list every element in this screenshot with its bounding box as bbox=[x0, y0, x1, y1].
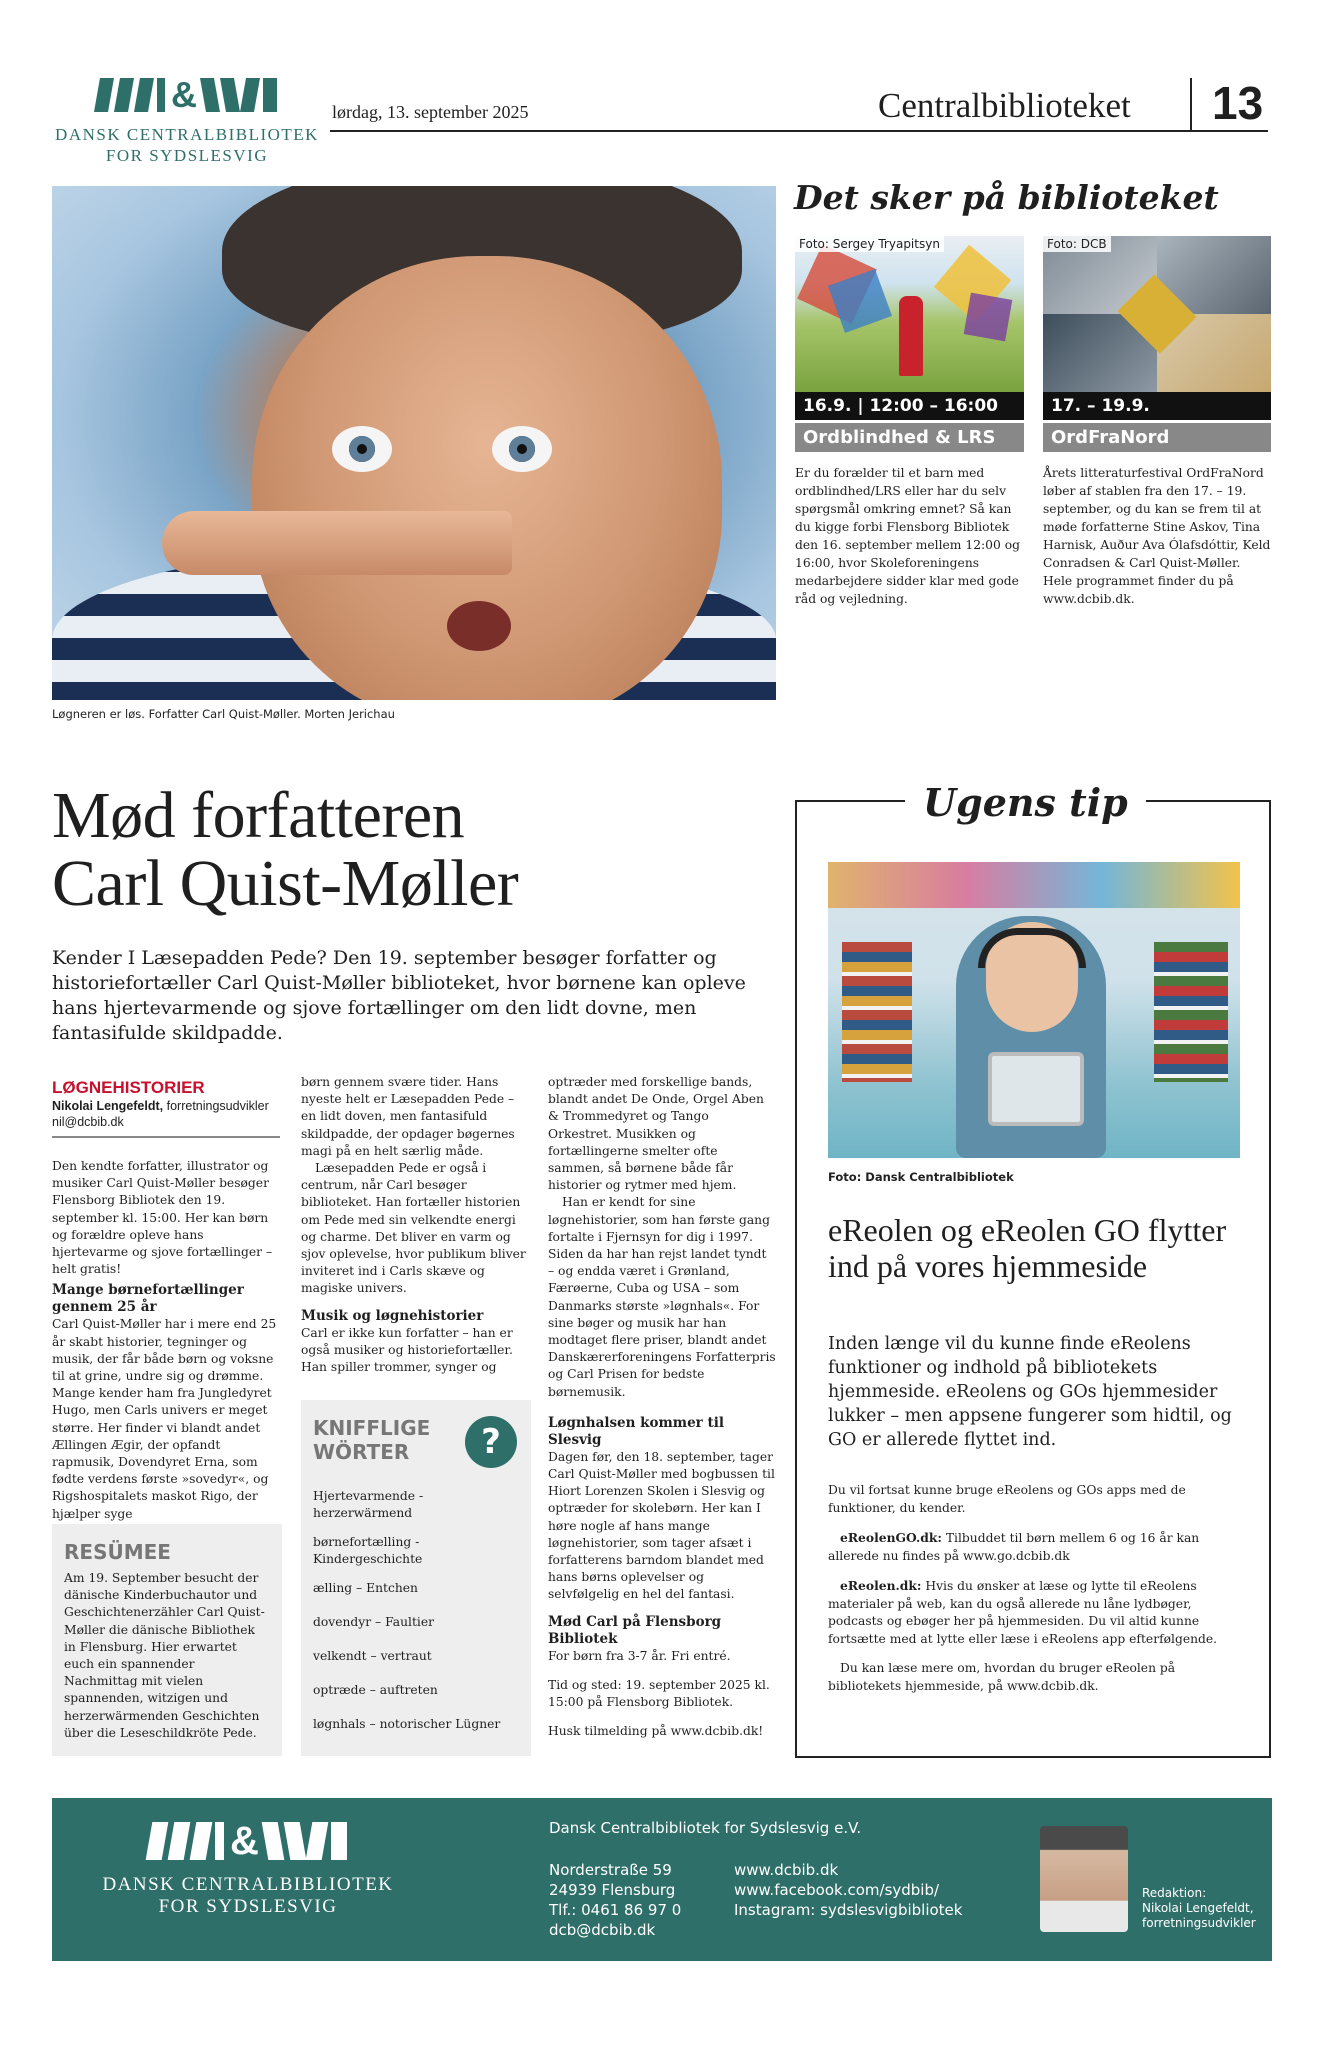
email-link[interactable]: dcb@dcbib.dk bbox=[549, 1921, 656, 1939]
knifflige-heading bbox=[313, 1416, 430, 1464]
paragraph-text: Tilbuddet til børn mellem 6 og 16 år kan allerede nu findes på www.go.dcbib.dk bbox=[828, 1531, 1200, 1563]
masthead-logo[interactable] bbox=[52, 74, 322, 166]
word-item: Hjertevarmende - herzerwärmend bbox=[313, 1489, 424, 1520]
footer-logo[interactable] bbox=[98, 1819, 398, 1918]
photo-caption: Løgneren er løs. Forfatter Carl Quist-Møller. Morten Jerichau bbox=[52, 707, 395, 721]
event-card[interactable] bbox=[1043, 236, 1271, 452]
paragraph: Tid og sted: 19. september 2025 kl. 15:00 på Flensborg Bibliotek. bbox=[548, 1677, 770, 1710]
event-image bbox=[795, 236, 1024, 392]
header-rule bbox=[330, 130, 1268, 132]
tip-photo-credit: Foto: Dansk Centralbibliotek bbox=[828, 1170, 1014, 1184]
word-item: velkendt – vertraut bbox=[313, 1649, 432, 1663]
instagram-link[interactable]: Instagram: sydslesvigbibliotek bbox=[734, 1901, 963, 1919]
tip-photo bbox=[828, 862, 1240, 1158]
address-line: Norderstraße 59 bbox=[549, 1861, 672, 1879]
subheading: Løgnhalsen kommer til Slesvig bbox=[548, 1414, 724, 1448]
event-photo-credit: Foto: Sergey Tryapitsyn bbox=[795, 236, 944, 252]
article-column-3 bbox=[548, 1074, 776, 1741]
paragraph: børn gennem svære tider. Hans nyeste helt er Læsepadden Pede – en lidt doven, men fantasifuld skildpadde, der opdager bøgernes magi på en helt særlig måde. bbox=[301, 1075, 515, 1158]
article-column-2 bbox=[301, 1074, 529, 1376]
redaktion-block bbox=[1142, 1886, 1256, 1931]
ereolen-label[interactable]: eReolen.dk: bbox=[840, 1578, 922, 1593]
word-item: ælling – Entchen bbox=[313, 1581, 418, 1595]
article-kicker: LØGNEHISTORIER bbox=[52, 1078, 205, 1097]
footer-links bbox=[734, 1860, 962, 1920]
subheading: Mange børnefortællinger gennem 25 år bbox=[52, 1282, 244, 1316]
byline-block bbox=[52, 1078, 280, 1138]
paragraph: Husk tilmelding på www.dcbib.dk! bbox=[548, 1724, 764, 1739]
facebook-link[interactable]: www.facebook.com/sydbib/ bbox=[734, 1881, 940, 1899]
event-text: Er du forælder til et barn med ordblindhed/LRS eller har du selv spørgsmål omkring emnet? Så kan du kigge forbi Flensborg Bibliotek den 16. september mellem 12:00 og 16:00, hvor Skoleforeningens medarbejdere sidder klar med gode råd og vejledning. bbox=[795, 466, 1020, 606]
paragraph bbox=[828, 1529, 1240, 1565]
logo-line1: DANSK CENTRALBIBLIOTEK bbox=[55, 125, 319, 144]
resumee-heading: RESÜMEE bbox=[64, 1540, 171, 1564]
tip-lead: Inden længe vil du kunne finde eReolens funktioner og indhold på bibliotekets hjemmeside. eReolens og GOs hjemmesider lukker – men appsene fungerer som hidtil, og GO er allerede flyttet ind. bbox=[828, 1334, 1232, 1450]
word-item: børnefortælling - Kindergeschichte bbox=[313, 1535, 423, 1566]
logo-line2: FOR SYDSLESVIG bbox=[105, 146, 269, 165]
paragraph bbox=[828, 1577, 1240, 1648]
redaktion-name: Nikolai Lengefeldt, bbox=[1142, 1901, 1254, 1915]
tip-box bbox=[795, 780, 1271, 1758]
article-column-1 bbox=[52, 1158, 280, 1523]
paragraph: Du vil fortsat kunne bruge eReolens og GOs apps med de funktioner, du kender. bbox=[828, 1483, 1186, 1515]
redaktion-label: Redaktion: bbox=[1142, 1886, 1207, 1900]
article-lead: Kender I Læsepadden Pede? Den 19. september besøger forfatter og historiefortæller Carl Quist-Møller biblioteket, hvor børnene kan opleve hans hjertevarmende og sjove fortællinger om den lidt dovne, men fantasifulde skildpadde. bbox=[52, 947, 746, 1044]
ereolengo-label[interactable]: eReolenGO.dk: bbox=[840, 1530, 942, 1545]
paragraph: Han er kendt for sine løgnehistorier, som han første gang fortalte i Fjernsyn for dig i 1997. Siden da har han rejst landet tyndt – og endda været i Grønland, Færøerne, Cuba og USA – som Danmarks største »løgnhals«. For sine bøger og musik har han modtaget flere priser, blandt andet Danskærerforeningens Forfatterpris og Carl Prisen for bedste børnemusik. bbox=[548, 1195, 776, 1399]
subheading: Mød Carl på Flensborg Bibliotek bbox=[548, 1613, 722, 1647]
paragraph: Dagen før, den 18. september, tager Carl Quist-Møller med bogbussen til Hiort Lorenzen Skolen i Slesvig og optræder for skolebørn. Her kan I høre nogle af hans mange løgnehistorier, som tager afsæt i forfatterens barndom blandet med hans børns oplevelser og selvfølgelig en hel del fantasi. bbox=[548, 1449, 775, 1602]
byline-role: forretningsudvikler bbox=[166, 1099, 269, 1113]
phone-number[interactable]: Tlf.: 0461 86 97 0 bbox=[549, 1901, 682, 1919]
page-number: 13 bbox=[1212, 77, 1264, 129]
headline-line1: Mød forfatteren bbox=[52, 779, 465, 852]
article-headline bbox=[52, 779, 792, 920]
website-link[interactable]: www.dcbib.dk bbox=[734, 1861, 839, 1879]
event-date: 16.9. | 12:00 – 16:00 bbox=[795, 392, 1024, 420]
event-date: 17. – 19.9. bbox=[1043, 392, 1271, 420]
event-label: OrdFraNord bbox=[1043, 423, 1271, 452]
word-item: dovendyr – Faultier bbox=[313, 1615, 434, 1629]
paragraph: optræder med forskellige bands, blandt andet De Onde, Orgel Aben & Trommedyret og Tango Orkestret. Musikken og fortællingerne smelter ofte sammen, så børnene både får historier og rytmer med hjem. bbox=[548, 1075, 764, 1193]
paragraph-text: Hvis du ønsker at læse og lytte til eReolens materialer på web, kan du også allerede nu låne lydbøger, podcasts og ebøger her på hjemmesiden. Du vil altid kunne fortsætte med at lytte eller læse i eReolens app efterfølgende. bbox=[828, 1579, 1218, 1646]
footer-org-name: Dansk Centralbibliotek for Sydslesvig e.V. bbox=[549, 1819, 862, 1837]
footer bbox=[52, 1798, 1272, 1961]
issue-date: lørdag, 13. september 2025 bbox=[332, 102, 529, 122]
knifflige-heading-line2: WÖRTER bbox=[313, 1440, 410, 1464]
editor-avatar bbox=[1040, 1826, 1128, 1932]
footer-address bbox=[549, 1860, 681, 1940]
author-photo bbox=[52, 186, 776, 700]
address-line: 24939 Flensburg bbox=[549, 1881, 676, 1899]
logo-mark-icon: & bbox=[52, 78, 322, 112]
resumee-box bbox=[52, 1524, 282, 1756]
paragraph: Du kan læse mere om, hvordan du bruger eReolen på bibliotekets hjemmeside, på www.dcbib.dk. bbox=[828, 1661, 1176, 1693]
event-photo-credit: Foto: DCB bbox=[1043, 236, 1111, 252]
paragraph: Carl Quist-Møller har i mere end 25 år skabt historier, tegninger og musik, der får både børn og voksne til at grine, undre sig og drømme. Mange kender ham fra Jungledyret Hugo, men Carls univers er meget større. Her finder vi blandt andet Ællingen Ægir, der opfandt rapmusik, Dovendyret Erna, som fødte verdens første »sovedyr«, og Rigshospitalets maskot Rigo, der hjælper syge bbox=[52, 1317, 277, 1521]
question-mark-icon: ? bbox=[465, 1416, 517, 1468]
paragraph: For børn fra 3-7 år. Fri entré. bbox=[548, 1648, 731, 1663]
resumee-text: Am 19. September besucht der dänische Kinderbuchautor und Geschichtenerzähler Carl Quist-Møller die dänische Bibliothek in Flensburg. Hier erwartet euch ein spannender Nachmittag mit vielen spannenden, witzigen und herzerwärmenden Geschichten über die Leseschildkröte Pede. bbox=[64, 1571, 265, 1740]
event-card[interactable] bbox=[795, 236, 1024, 452]
footer-logo-line1: DANSK CENTRALBIBLIOTEK bbox=[102, 1874, 394, 1895]
paragraph: Den kendte forfatter, illustrator og musiker Carl Quist-Møller besøger Flensborg Bibliotek den 19. september kl. 15:00. Her kan børn og forældre opleve hans hjertevarme og sjove fortællinger – helt gratis! bbox=[52, 1159, 273, 1277]
event-image bbox=[1043, 236, 1271, 392]
word-item: løgnhals – notorischer Lügner bbox=[313, 1717, 501, 1731]
knifflige-heading-line1: KNIFFLIGE bbox=[313, 1416, 431, 1440]
tip-title: Ugens tip bbox=[905, 780, 1146, 825]
event-text: Årets litteraturfestival OrdFraNord løber af stablen fra den 17. – 19. september, og du kan se frem til at møde forfatterne Stine Askov, Tina Harnisk, Auður Ava Ólafsdóttir, Keld Conradsen & Carl Quist-Møller. Hele programmet finder du på www.dcbib.dk. bbox=[1043, 466, 1271, 606]
header-divider bbox=[1190, 78, 1192, 130]
subheading: Musik og løgnehistorier bbox=[301, 1307, 484, 1324]
event-label: Ordblindhed & LRS bbox=[795, 423, 1024, 452]
byline-name: Nikolai Lengefeldt, bbox=[52, 1099, 164, 1113]
knifflige-woerter-box bbox=[301, 1400, 531, 1756]
paragraph: Læsepadden Pede er også i centrum, når Carl besøger biblioteket. Han fortæller historien om Pede med sin velkendte energi og charme. Det bliver en varm og sjov oplevelse, hvor publikum bliver inviteret ind i Carls skæve og magiske univers. bbox=[301, 1161, 526, 1296]
redaktion-role: forretningsudvikler bbox=[1142, 1916, 1256, 1930]
logo-mark-icon: & bbox=[98, 1822, 398, 1860]
word-item: optræde – auftreten bbox=[313, 1683, 438, 1697]
footer-logo-line2: FOR SYDSLESVIG bbox=[158, 1896, 338, 1917]
tip-headline: eReolen og eReolen GO flytter ind på vores hjemmeside bbox=[828, 1212, 1227, 1284]
events-title: Det sker på biblioteket bbox=[794, 178, 1219, 217]
byline-email[interactable]: nil@dcbib.dk bbox=[52, 1115, 124, 1129]
tip-body bbox=[828, 1482, 1240, 1707]
headline-line2: Carl Quist-Møller bbox=[52, 847, 519, 920]
section-title: Centralbiblioteket bbox=[878, 86, 1131, 125]
paragraph: Carl er ikke kun forfatter – han er også musiker og historiefortæller. Han spiller trommer, synger og bbox=[301, 1325, 513, 1375]
